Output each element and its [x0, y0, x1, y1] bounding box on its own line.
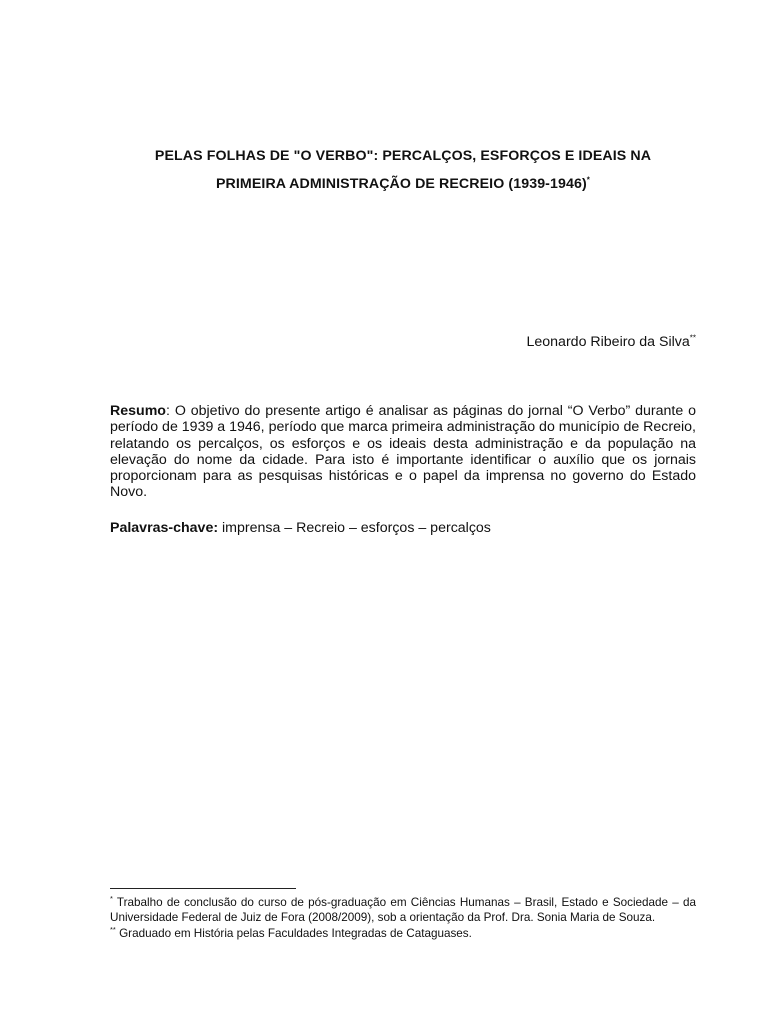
title-line-2-text: PRIMEIRA ADMINISTRAÇÃO DE RECREIO (1939-1946): [215, 176, 587, 192]
footnote-2: [110, 926, 696, 941]
footnote-separator: [110, 888, 296, 889]
author-line: [527, 333, 697, 351]
abstract-paragraph: [110, 403, 696, 501]
keywords-text: imprensa – Recreio – esforços – percalços: [218, 520, 491, 536]
footnotes: [110, 895, 696, 941]
footnote-1-text: Trabalho de conclusão do curso de pós-graduação em Ciências Humanas – Brasil, Estado e Sociedade – da Universidade Federal de Juiz de Fora (2008/2009), sob a orientação da Prof. Dra. Sonia Maria de Souza.: [110, 896, 696, 925]
footnote-2-text: Graduado em História pelas Faculdades Integradas de Cataguases.: [115, 926, 472, 940]
title-line-2: [110, 170, 696, 198]
keywords-label: Palavras-chave:: [110, 520, 219, 536]
abstract-text: O objetivo do presente artigo é analisar as páginas do jornal “O Verbo” durante o período de 1939 a 1946, período que marca primeira administração do município de Recreio, relatando os percalços, os esforços e os ideais desta administração e da população na elevação do nome da cidade. Para isto é importante identificar o auxílio que os jornais proporcionam para as pesquisas históricas e o papel da imprensa no governo do Estado Novo.: [110, 403, 696, 501]
title-footnote-marker: *: [586, 175, 591, 185]
footnote-2-marker: **: [110, 924, 116, 934]
author-name: Leonardo Ribeiro da Silva: [526, 334, 690, 350]
abstract-separator: :: [165, 403, 175, 419]
footnote-1: [110, 895, 696, 926]
title-line-1: PELAS FOLHAS DE "O VERBO": PERCALÇOS, ESFORÇOS E IDEAIS NA: [154, 148, 652, 164]
author-footnote-marker: **: [689, 333, 696, 343]
abstract-label: Resumo: [110, 403, 166, 419]
footnote-1-marker: *: [110, 894, 113, 904]
paper-title: [110, 142, 696, 198]
keywords-line: [110, 519, 696, 537]
